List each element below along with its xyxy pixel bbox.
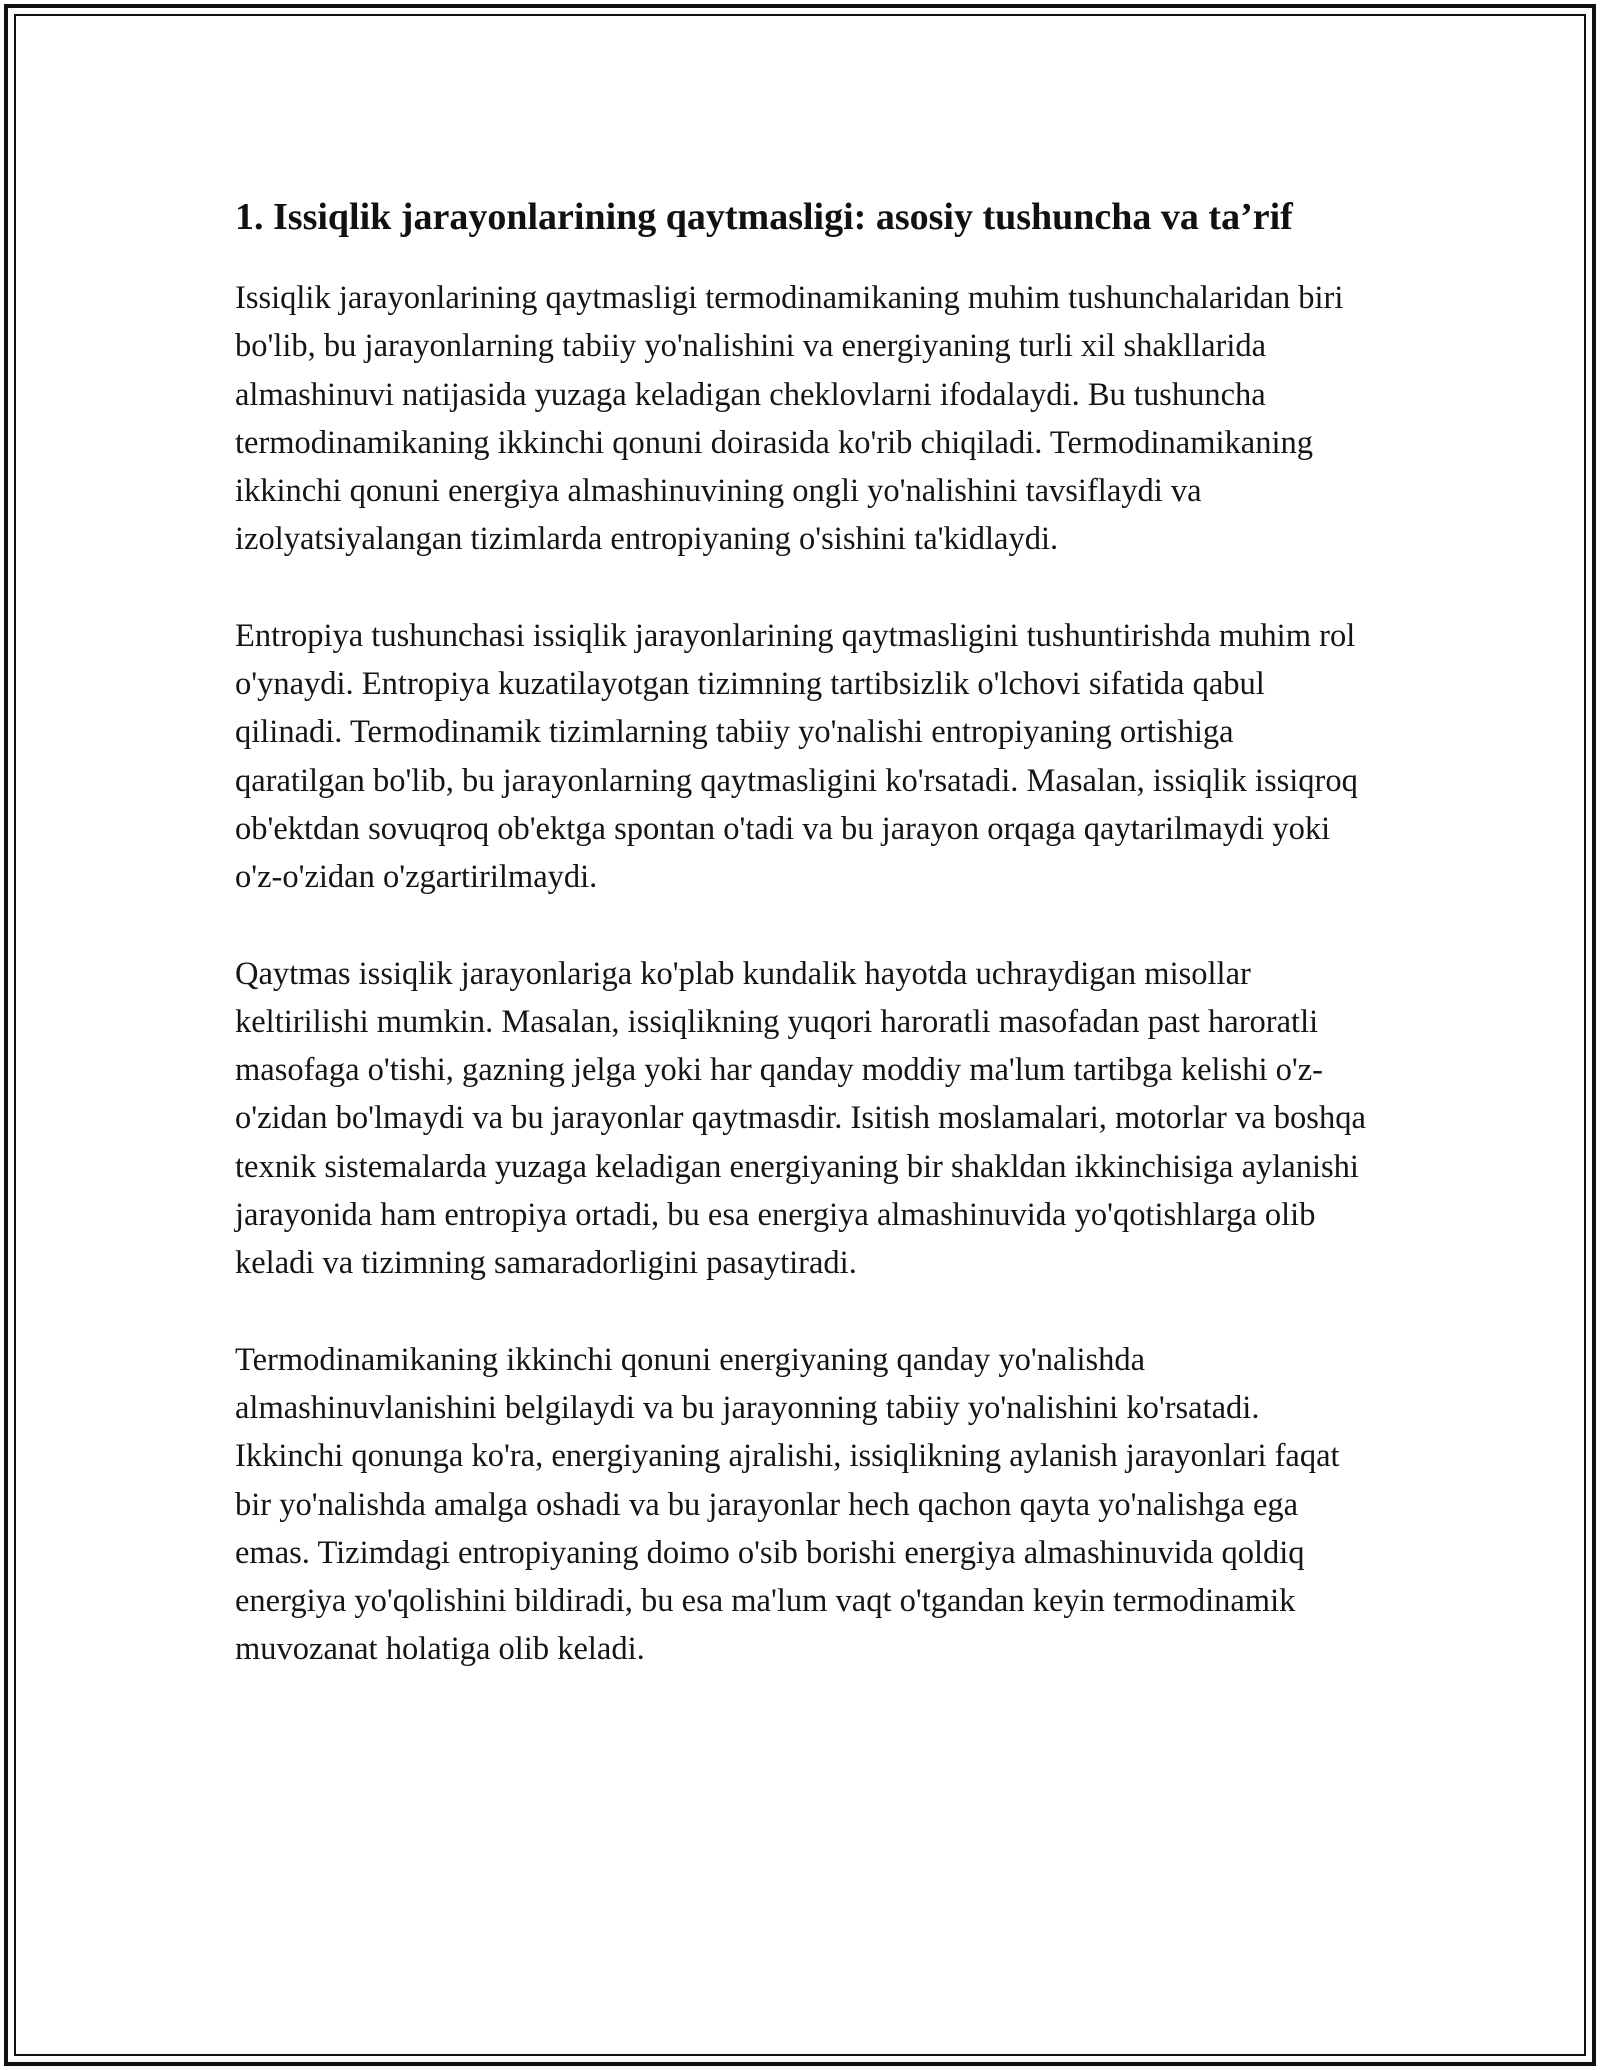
paragraph-1: Issiqlik jarayonlarining qaytmasligi termodinamikaning muhim tushunchalaridan biri bo'lib, bu jarayonlarning tabiiy yo'nalishini va energiyaning turli xil shakllarida almashinuvi natijasida yuzaga keladigan cheklovlarni ifodalaydi. Bu tushuncha termodinamikaning ikkinchi qonuni doirasida ko'rib chiqiladi. Termodinamikaning ikkinchi qonuni energiya almashinuvining ongli yo'nalishini tavsiflaydi va izolyatsiyalangan tizimlarda entropiyaning o'sishini ta'kidlaydi. — [235, 280, 1344, 558]
paragraph-3: Qaytmas issiqlik jarayonlariga ko'plab kundalik hayotda uchraydigan misollar keltirilishi mumkin. Masalan, issiqlikning yuqori haroratli masofadan past haroratli masofaga o'tishi, gazning jelga yoki har qanday moddiy ma'lum tartibga kelishi o'z-o'zidan bo'lmaydi va bu jarayonlar qaytmasdir. Isitish moslamalari, motorlar va boshqa texnik sistemalarda yuzaga keladigan energiyaning bir shakldan ikkinchisiga aylanishi jarayonida ham entropiya ortadi, bu esa energiya almashinuvida yo'qotishlarga olib keladi va tizimning samaradorligini pasaytiradi. — [235, 955, 1366, 1282]
paragraph-4: Termodinamikaning ikkinchi qonuni energiyaning qanday yo'nalishda almashinuvlanishini belgilaydi va bu jarayonning tabiiy yo'nalishini ko'rsatadi. Ikkinchi qonunga ko'ra, energiyaning ajralishi, issiqlikning aylanish jarayonlari faqat bir yo'nalishda amalga oshadi va bu jarayonlar hech qachon qayta yo'nalishga ega emas. Tizimdagi entropiyaning doimo o'sib borishi energiya almashinuvida qoldiq energiya yo'qolishini bildiradi, bu esa ma'lum vaqt o'tgandan keyin termodinamik muvozanat holatiga olib keladi. — [235, 1341, 1340, 1668]
paragraph-2: Entropiya tushunchasi issiqlik jarayonlarining qaytmasligini tushuntirishda muhim rol o'ynaydi. Entropiya kuzatilayotgan tizimning tartibsizlik o'lchovi sifatida qabul qilinadi. Termodinamik tizimlarning tabiiy yo'nalishi entropiyaning ortishiga qaratilgan bo'lib, bu jarayonlarning qaytmasligini ko'rsatadi. Masalan, issiqlik issiqroq ob'ektdan sovuqroq ob'ektga spontan o'tadi va bu jarayon orqaga qaytarilmaydi yoki o'z-o'zidan o'zgartirilmaydi. — [235, 617, 1358, 896]
document-body — [235, 190, 1370, 1722]
section-heading: 1. Issiqlik jarayonlarining qaytmasligi: asosiy tushuncha va ta’rif — [235, 196, 1293, 238]
